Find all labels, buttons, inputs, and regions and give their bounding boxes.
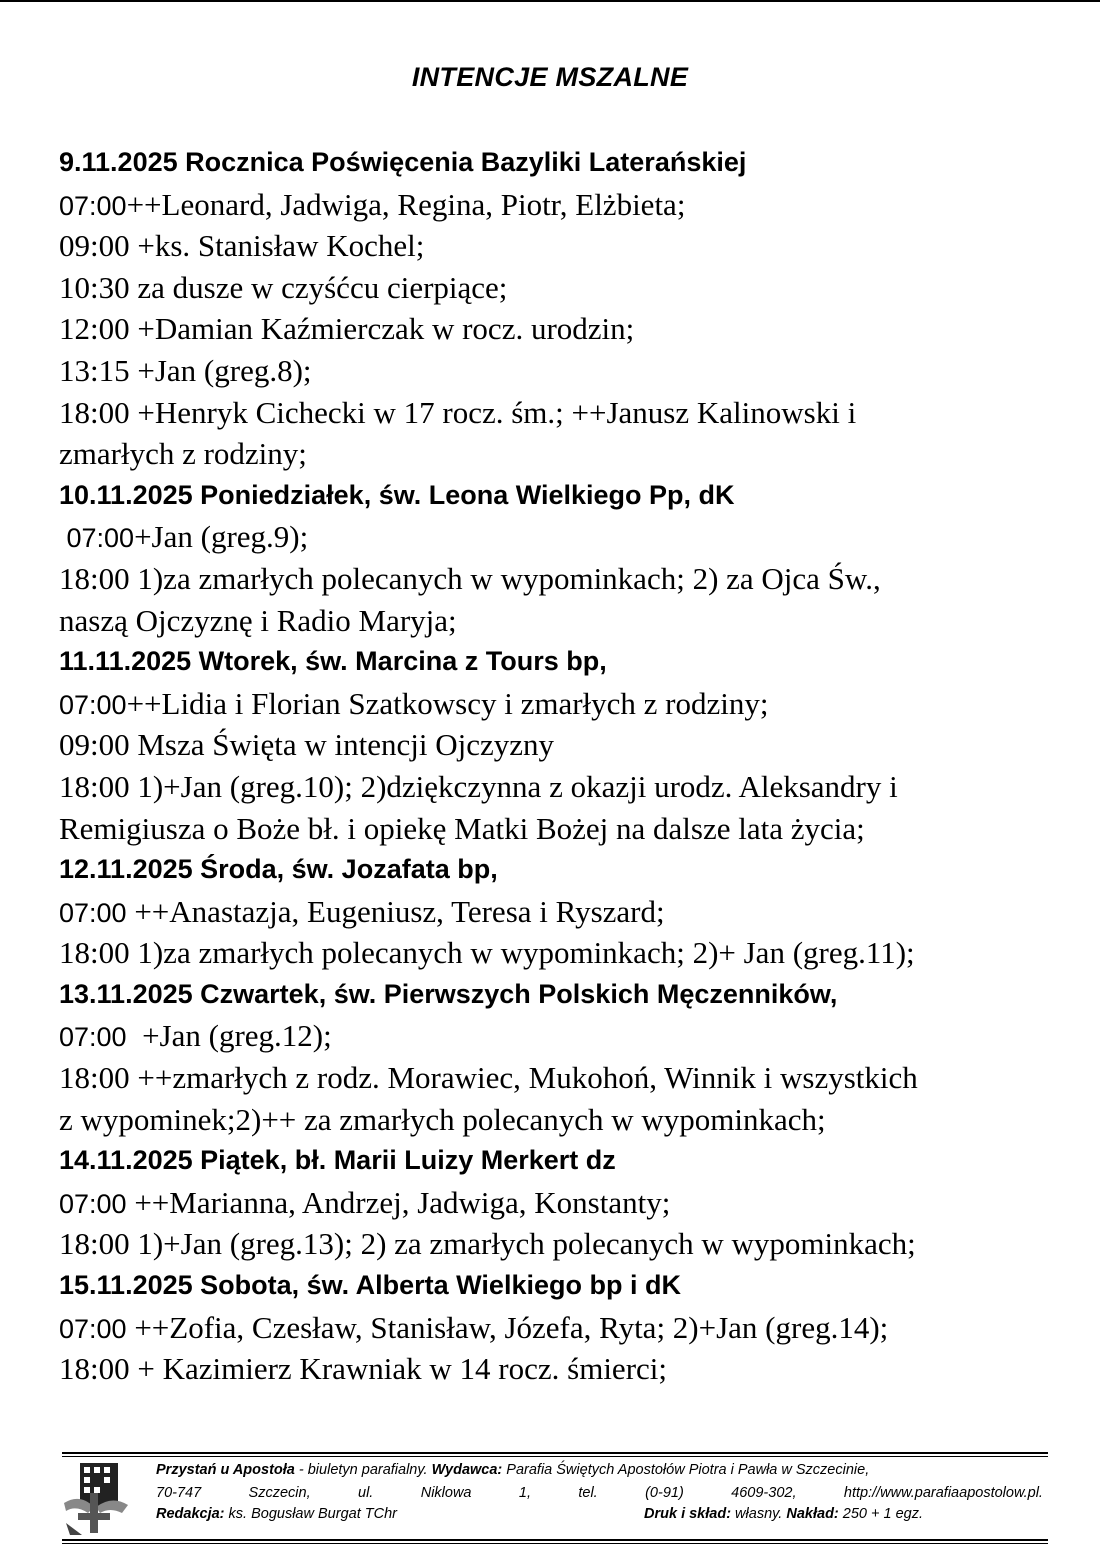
intention-time: 07:00 — [59, 897, 127, 928]
address-part: (0-91) — [645, 1485, 684, 1501]
print-value: własny. — [731, 1506, 787, 1522]
editor-label: Redakcja: — [156, 1506, 225, 1522]
intention-line — [59, 1015, 1079, 1057]
footer-print-info — [644, 1506, 923, 1522]
intention-line: z wypominek;2)++ za zmarłych polecanych w wypominkach; — [59, 1101, 826, 1137]
intention-line — [59, 184, 1079, 226]
intention-line: 18:00 1)za zmarłych polecanych w wypominkach; 2)+ Jan (greg.11); — [59, 935, 915, 971]
copies-label: Nakład: — [786, 1506, 839, 1522]
intention-text: +Jan (greg.9); — [134, 519, 309, 555]
intentions-list — [59, 142, 1079, 1390]
footer-rule-top-thin — [62, 1456, 1048, 1457]
publisher-value: Parafia Świętych Apostołów Piotra i Pawła w Szczecinie, — [502, 1462, 870, 1478]
address-part: 4609-302, — [731, 1485, 797, 1501]
intention-line: 09:00 +ks. Stanisław Kochel; — [59, 228, 425, 264]
intention-time: 07:00 — [59, 523, 135, 554]
footer-rule-bottom — [62, 1539, 1048, 1541]
day-header: 14.11.2025 Piątek, bł. Marii Luizy Merkert dz — [59, 1145, 616, 1176]
address-part: ul. — [358, 1485, 374, 1501]
bulletin-desc: - biuletyn parafialny. — [294, 1462, 432, 1478]
footer-rule-top — [62, 1452, 1048, 1454]
address-part: tel. — [578, 1485, 598, 1501]
parish-logo-icon — [60, 1463, 130, 1535]
intention-line: 13:15 +Jan (greg.8); — [59, 352, 312, 388]
address-part: http://www.parafiaapostolow.pl. — [843, 1485, 1043, 1501]
day-header: 11.11.2025 Wtorek, św. Marcina z Tours bp, — [59, 646, 607, 677]
footer-bulletin-line — [156, 1462, 1046, 1478]
intention-time: 07:00 — [59, 1188, 127, 1219]
intention-text: ++Marianna, Andrzej, Jadwiga, Konstanty; — [126, 1184, 671, 1220]
intention-line: 18:00 1)+Jan (greg.13); 2) za zmarłych polecanych w wypominkach; — [59, 1226, 916, 1262]
intention-line: 12:00 +Damian Kaźmierczak w rocz. urodzin; — [59, 311, 635, 347]
address-part: 1, — [518, 1485, 531, 1501]
intention-text: ++Zofia, Czesław, Stanisław, Józefa, Ryta; 2)+Jan (greg.14); — [126, 1309, 889, 1345]
footer-address-line — [156, 1485, 1043, 1501]
intention-text: +Jan (greg.12); — [126, 1018, 332, 1054]
intention-time: 07:00 — [59, 190, 127, 221]
intention-line — [59, 1182, 1079, 1224]
address-part: 70-747 — [156, 1485, 202, 1501]
editor-value: ks. Bogusław Burgat TChr — [224, 1506, 397, 1522]
top-border — [0, 0, 1100, 2]
day-header: 13.11.2025 Czwartek, św. Pierwszych Polskich Męczenników, — [59, 978, 838, 1009]
intention-line: Remigiusza o Boże bł. i opiekę Matki Bożej na dalsze lata życia; — [59, 810, 865, 846]
intention-line: 18:00 + Kazimierz Krawniak w 14 rocz. śmierci; — [59, 1351, 667, 1387]
copies-value: 250 + 1 egz. — [838, 1506, 924, 1522]
intention-text: ++Lidia i Florian Szatkowscy i zmarłych z rodziny; — [126, 685, 769, 721]
intention-line — [59, 891, 1079, 933]
day-header: 10.11.2025 Poniedziałek, św. Leona Wielkiego Pp, dK — [59, 479, 735, 510]
print-label: Druk i skład: — [644, 1506, 732, 1522]
intention-line — [59, 516, 1079, 558]
intention-text: ++Leonard, Jadwiga, Regina, Piotr, Elżbieta; — [126, 186, 686, 222]
day-header: 15.11.2025 Sobota, św. Alberta Wielkiego bp i dK — [59, 1270, 681, 1301]
intention-text: ++Anastazja, Eugeniusz, Teresa i Ryszard; — [126, 893, 665, 929]
day-header: 9.11.2025 Rocznica Poświęcenia Bazyliki Laterańskiej — [59, 147, 747, 177]
intention-line — [59, 1307, 1079, 1349]
page-title: INTENCJE MSZALNE — [411, 62, 689, 92]
intention-line: 10:30 za dusze w czyśćcu cierpiące; — [59, 269, 508, 305]
intention-line: 18:00 1)za zmarłych polecanych w wypominkach; 2) za Ojca Św., — [59, 560, 881, 596]
bulletin-name: Przystań u Apostoła — [156, 1462, 295, 1478]
publisher-label: Wydawca: — [431, 1462, 503, 1478]
footer-rule-bottom-thin — [62, 1543, 1048, 1544]
intention-time: 07:00 — [59, 1022, 127, 1053]
intention-time: 07:00 — [59, 1313, 127, 1344]
address-part: Szczecin, — [248, 1485, 311, 1501]
intention-line: 09:00 Msza Święta w intencji Ojczyzny — [59, 727, 555, 763]
address-part: Niklowa — [420, 1485, 472, 1501]
intention-line: 18:00 ++zmarłych z rodz. Morawiec, Mukohoń, Winnik i wszystkich — [59, 1060, 918, 1096]
intention-line: zmarłych z rodziny; — [59, 436, 307, 472]
intention-line: 18:00 1)+Jan (greg.10); 2)dziękczynna z okazji urodz. Aleksandry i — [59, 768, 898, 804]
intention-line — [59, 683, 1079, 725]
footer-editor-line — [156, 1506, 1046, 1522]
day-header: 12.11.2025 Środa, św. Jozafata bp, — [59, 854, 498, 885]
intention-line: naszą Ojczyznę i Radio Maryja; — [59, 602, 457, 638]
intention-time: 07:00 — [59, 689, 127, 720]
intention-line: 18:00 +Henryk Cichecki w 17 rocz. śm.; ++Janusz Kalinowski i — [59, 394, 857, 430]
